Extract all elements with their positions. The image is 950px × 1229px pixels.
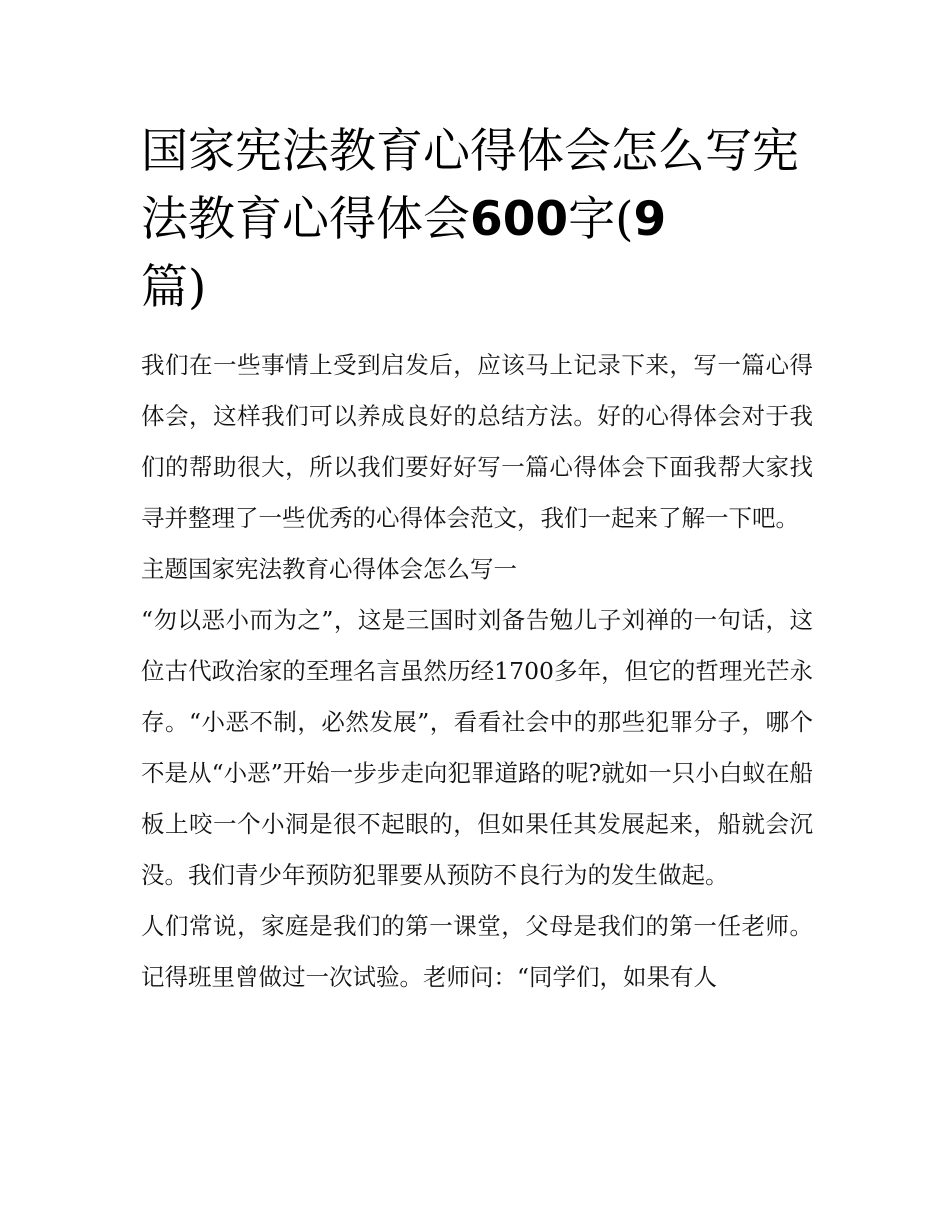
intro-paragraph: 我们在一些事情上受到启发后，应该马上记录下来，写一篇心得体会，这样我们可以养成良好的总结方法。好的心得体会对于我们的帮助很大，所以我们要好好写一篇心得体会下面我帮大家找寻并整理了一些优秀的心得体会范文，我们一起来了解一下吧。 (141, 351, 813, 532)
title-text-part2: 字( (568, 192, 634, 247)
title-number-2: 9 (633, 192, 667, 247)
body-paragraph-1: “勿以恶小而为之”，这是三国时刘备告勉儿子刘禅的一句话，这位古代政治家的至理名言虽然历经1700多年，但它的哲理光芒永存。“小恶不制，必然发展”，看看社会中的那些犯罪分子，哪个不是从“小恶”开始一步步走向犯罪道路的呢?就如一只小白蚁在船板上咬一个小洞是很不起眼的，但如果任其发展起来，船就会沉没。我们青少年预防犯罪要从预防不良行为的发生做起。 (141, 606, 813, 889)
title-number: 600 (470, 192, 569, 247)
body-paragraph-2: 人们常说，家庭是我们的第一课堂，父母是我们的第一任老师。记得班里曾做过一次试验。老师问：“同学们，如果有人 (141, 912, 813, 991)
document-title (141, 118, 813, 322)
document-body (141, 340, 813, 1003)
document-content (141, 118, 813, 1003)
section-heading: 主题国家宪法教育心得体会怎么写一 (141, 555, 517, 583)
title-text-part3: 篇) (141, 260, 207, 315)
title-text-part1: 国家宪法教育心得体会怎么写宪法教育心得体会 (141, 124, 799, 247)
